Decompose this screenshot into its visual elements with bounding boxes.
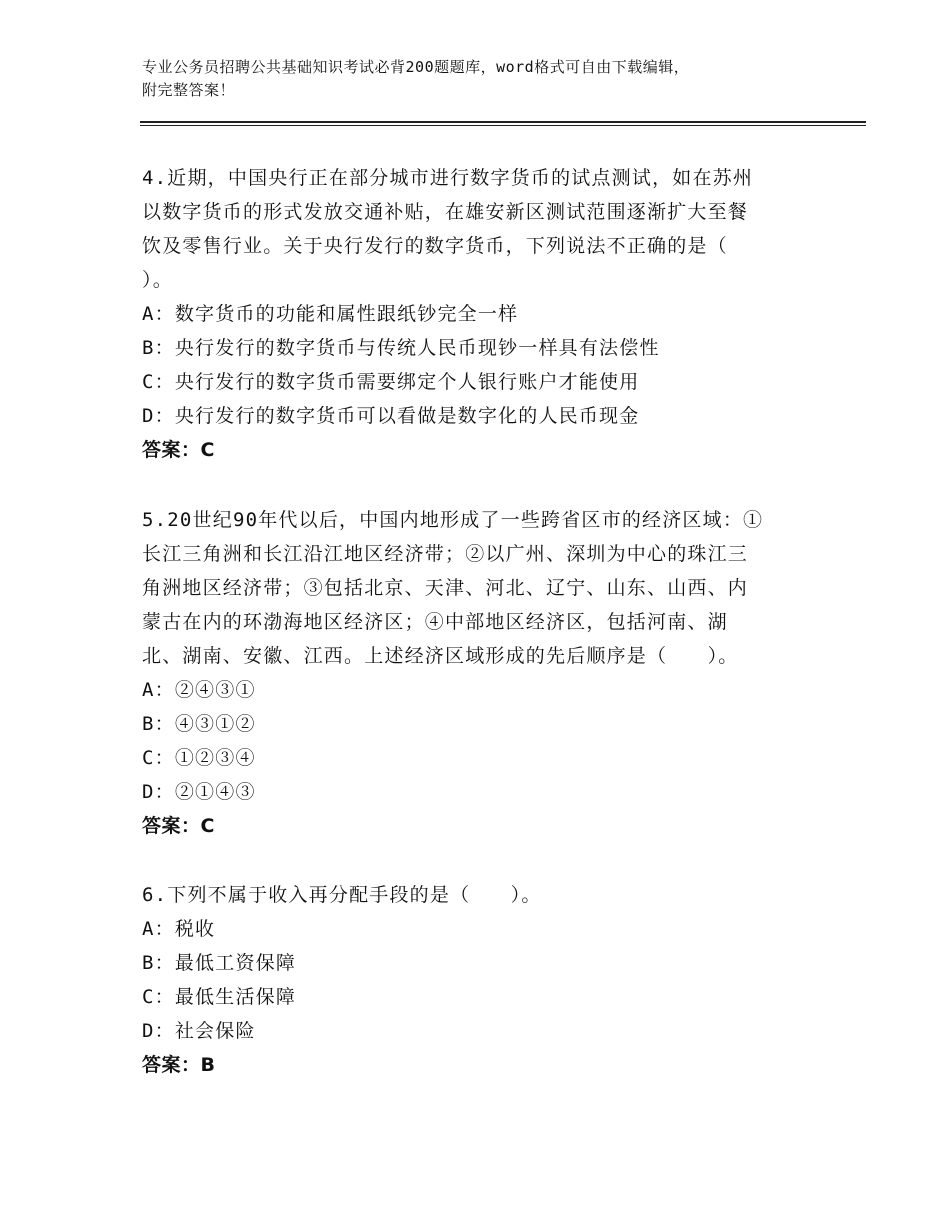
question-stem-line: 以数字货币的形式发放交通补贴，在雄安新区测试范围逐渐扩大至餐 <box>142 201 749 223</box>
document-header <box>142 56 842 102</box>
answer-label: 答案：C <box>142 439 215 461</box>
answer-label: 答案：C <box>142 815 215 837</box>
option-c: C：①②③④ <box>142 747 256 769</box>
option-d: D：②①④③ <box>142 781 256 803</box>
option-a: A：税收 <box>142 918 216 940</box>
header-line-2: 附完整答案！ <box>142 81 236 99</box>
option-b: B：最低工资保障 <box>142 952 297 974</box>
question-stem-line: ）。 <box>142 269 173 291</box>
question-stem-line: 饮及零售行业。关于央行发行的数字货币，下列说法不正确的是（ <box>142 235 728 257</box>
header-divider-thick <box>140 121 866 123</box>
option-d: D：社会保险 <box>142 1020 256 1042</box>
question-stem-line: 角洲地区经济带；③包括北京、天津、河北、辽宁、山东、山西、内 <box>142 577 749 599</box>
question-stem-line: 4.近期，中国央行正在部分城市进行数字货币的试点测试，如在苏州 <box>142 167 754 189</box>
question-5 <box>142 503 822 843</box>
option-a: A：②④③① <box>142 679 256 701</box>
option-b: B：央行发行的数字货币与传统人民币现钞一样具有法偿性 <box>142 337 660 359</box>
question-stem-line: 蒙古在内的环渤海地区经济区；④中部地区经济区，包括河南、湖 <box>142 611 728 633</box>
question-stem-line: 5.20世纪90年代以后，中国内地形成了一些跨省区市的经济区域：① <box>142 509 764 531</box>
question-stem-line: 北、湖南、安徽、江西。上述经济区域形成的先后顺序是（ ）。 <box>142 645 739 667</box>
option-d: D：央行发行的数字货币可以看做是数字化的人民币现金 <box>142 405 640 427</box>
question-stem-line: 长江三角洲和长江沿江地区经济带；②以广州、深圳为中心的珠江三 <box>142 543 749 565</box>
question-4 <box>142 161 822 467</box>
option-c: C：央行发行的数字货币需要绑定个人银行账户才能使用 <box>142 371 640 393</box>
header-divider-thin <box>140 125 866 126</box>
header-line-1: 专业公务员招聘公共基础知识考试必背200题题库，word格式可自由下载编辑， <box>142 58 690 76</box>
option-c: C：最低生活保障 <box>142 986 297 1008</box>
option-b: B：④③①② <box>142 713 256 735</box>
option-a: A：数字货币的功能和属性跟纸钞完全一样 <box>142 303 519 325</box>
question-stem-line: 6.下列不属于收入再分配手段的是（ ）。 <box>142 884 542 906</box>
question-6 <box>142 878 822 1082</box>
answer-label: 答案：B <box>142 1054 216 1076</box>
